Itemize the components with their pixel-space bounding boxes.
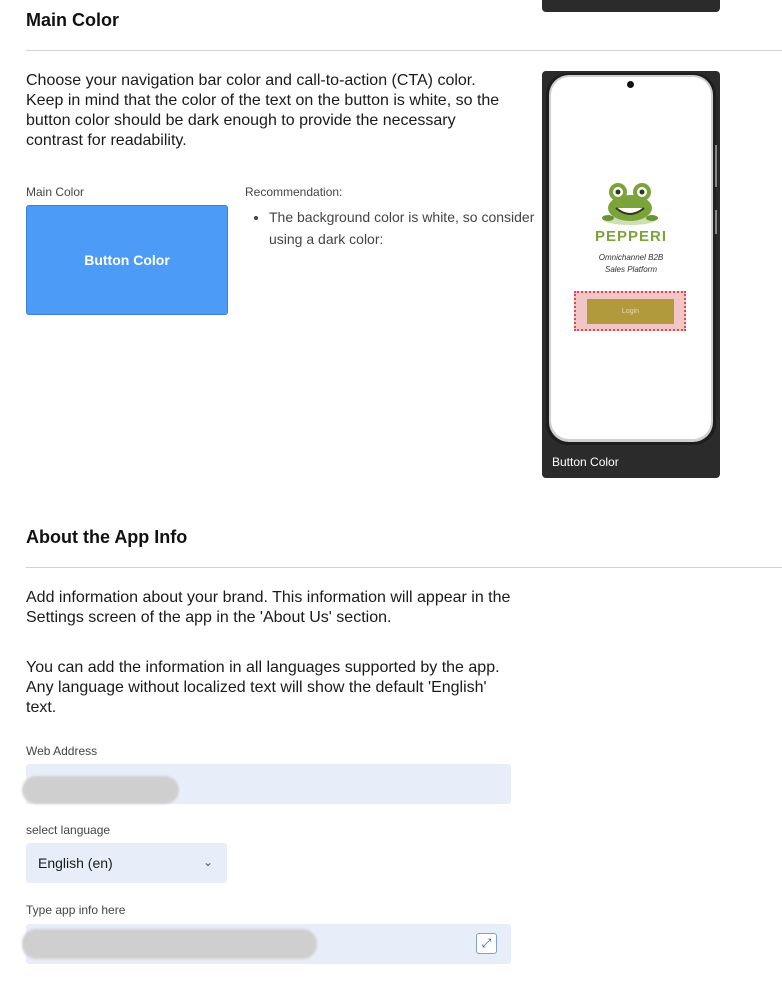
language-select[interactable] — [26, 843, 227, 883]
brand-name: PEPPERI — [594, 228, 668, 245]
divider — [26, 50, 782, 51]
divider — [26, 567, 782, 568]
login-button-preview[interactable]: Login — [587, 299, 674, 324]
recommendation-title: Recommendation: — [245, 185, 343, 199]
about-description: Add information about your brand. This information will appear in the Settings screen of the app in the 'About Us' section. — [26, 589, 511, 626]
language-select-value: English (en) — [38, 855, 113, 871]
chevron-down-icon: ⌄ — [202, 855, 213, 869]
frog-logo-icon — [598, 180, 662, 226]
main-color-heading: Main Color — [26, 10, 119, 30]
main-color-description: Choose your navigation bar color and call-to-action (CTA) color. Keep in mind that the color of the text on the button is white, so the button color should be dark enough to provide the necessary contrast for readability. — [26, 72, 500, 149]
brand-tagline-line2: Sales Platform — [604, 265, 658, 274]
button-color-swatch[interactable]: Button Color — [26, 205, 228, 315]
brand-tagline-line1: Omnichannel B2B — [598, 253, 664, 262]
redacted-value — [22, 929, 317, 959]
phone-side-button — [715, 145, 717, 187]
expand-icon[interactable]: ⤢ — [476, 933, 497, 954]
about-languages-note: You can add the information in all languages supported by the app. Any language without localized text will show the default 'English' text. — [26, 659, 500, 716]
app-info-label: Type app info here — [26, 903, 126, 917]
camera-icon — [627, 81, 634, 88]
language-label: select language — [26, 823, 111, 837]
brand-tagline — [551, 252, 711, 276]
previous-preview-card — [542, 0, 720, 12]
phone-side-button — [715, 210, 717, 234]
main-color-label: Main Color — [26, 185, 85, 199]
preview-caption: Button Color — [552, 455, 619, 469]
web-address-label: Web Address — [26, 744, 98, 758]
redacted-value — [22, 776, 179, 804]
recommendation-item: • The background color is white, so consider using a dark color: — [269, 206, 539, 250]
about-heading: About the App Info — [26, 527, 188, 547]
recommendation-list — [245, 206, 539, 250]
